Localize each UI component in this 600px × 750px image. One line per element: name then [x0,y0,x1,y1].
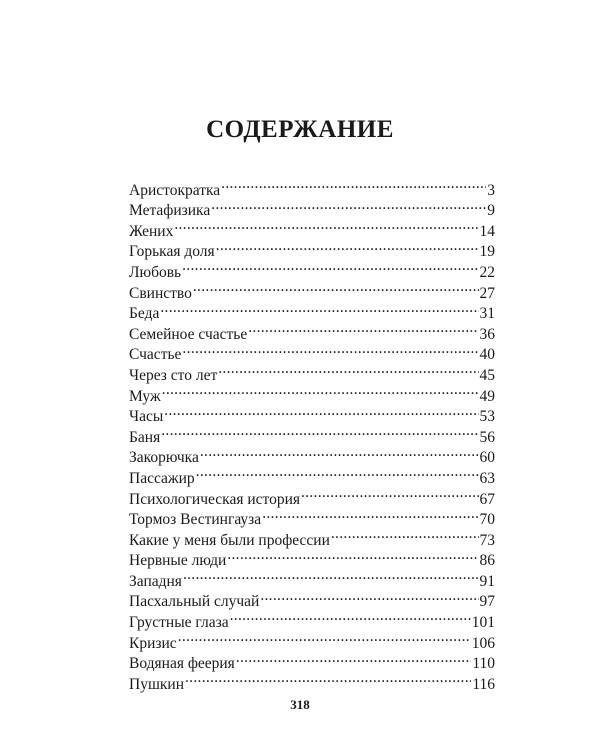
toc-entry-page: 31 [479,305,495,323]
toc-entry-title: Жених [129,222,174,240]
toc-entry [129,627,495,652]
toc-entry-page: 67 [479,490,495,508]
toc-entry [129,318,495,343]
toc-entry [129,339,495,364]
toc-entry-title: Беда [129,305,160,323]
toc-entry-page: 45 [479,366,495,384]
toc-entry-title: Психологическая история [129,490,300,508]
toc-entry-title: Пассажир [129,469,195,487]
toc-entry-title: Свинство [129,284,192,302]
toc-entry-title: Тормоз Вестингауза [129,511,262,529]
toc-entry [129,277,495,302]
toc-entry-title: Муж [129,387,161,405]
dot-leader [174,215,478,236]
toc-entry-page: 110 [472,655,495,673]
toc-entry-page: 106 [471,634,495,652]
toc-entry-page: 86 [479,552,495,570]
page-number: 318 [290,697,310,712]
toc-entry-page: 91 [479,572,495,590]
toc-entry-page: 70 [479,511,495,529]
toc-entry-title: Закорючка [129,449,199,467]
dot-leader [182,339,478,360]
toc-entry-page: 3 [487,181,495,199]
dot-leader [196,462,479,483]
toc-entry-page: 97 [479,593,495,611]
toc-entry-page: 49 [479,387,495,405]
toc-entry-page: 40 [479,346,495,364]
dot-leader [248,318,478,339]
toc-entry-title: Какие у меня были профессии [129,531,330,549]
toc-entry [129,298,495,323]
toc-entry [129,586,495,611]
toc-entry [129,359,495,384]
toc-entry-page: 60 [479,449,495,467]
toc-entry-title: Пасхальный случай [129,593,260,611]
toc-entry-page: 27 [479,284,495,302]
dot-leader [164,401,478,422]
dot-leader [200,442,479,463]
dot-leader [193,277,479,298]
dot-leader [301,483,479,504]
toc-entry [129,648,495,673]
toc-entry-title: Водяная феерия [129,655,235,673]
toc-entry [129,236,495,261]
toc-entry-page: 56 [479,428,495,446]
toc-entry-title: Пушкин [129,675,184,693]
toc-entry-page: 19 [479,243,495,261]
toc-entry-page: 22 [479,263,495,281]
dot-leader [211,195,486,216]
toc-entry [129,215,495,240]
toc-entry-title: Горькая доля [129,243,215,261]
toc-entry-title: Семейное счастье [129,325,248,343]
dot-leader [230,606,471,627]
dot-leader [178,627,471,648]
toc-entry-title: Метафизика [129,202,211,220]
toc-entry-title: Кризис [129,634,177,652]
toc-entry-title: Часы [129,408,164,426]
toc-entry-title: Западня [129,572,182,590]
toc-entry-page: 63 [479,469,495,487]
dot-leader [160,298,478,319]
toc-entry-page: 101 [471,614,495,632]
toc-entry [129,256,495,281]
dot-leader [182,256,478,277]
toc-entry-title: Грустные глаза [129,614,229,632]
toc-entry-page: 9 [487,202,495,220]
toc-entry-page: 116 [472,675,495,693]
table-of-contents [129,174,495,693]
dot-leader [218,359,478,380]
toc-entry [129,380,495,405]
toc-entry [129,421,495,446]
dot-leader [216,236,479,257]
dot-leader [331,524,479,545]
toc-entry [129,401,495,426]
toc-entry [129,565,495,590]
toc-entry-title: Счастье [129,346,182,364]
dot-leader [221,174,486,195]
dot-leader [183,565,479,586]
toc-entry [129,442,495,467]
toc-entry-title: Любовь [129,263,182,281]
toc-entry [129,174,495,199]
toc-entry-page: 14 [479,222,495,240]
toc-entry-title: Аристократка [129,181,221,199]
toc-entry-title: Через сто лет [129,366,218,384]
dot-leader [260,586,478,607]
dot-leader [162,380,479,401]
dot-leader [185,668,471,689]
dot-leader [161,421,478,442]
dot-leader [227,545,478,566]
dot-leader [236,648,471,669]
toc-entry-page: 36 [479,325,495,343]
toc-entry-page: 53 [479,408,495,426]
toc-entry-page: 73 [479,531,495,549]
page-title: СОДЕРЖАНИЕ [206,116,394,143]
toc-entry-title: Нервные люди [129,552,227,570]
toc-entry-title: Баня [129,428,161,446]
dot-leader [262,504,478,525]
